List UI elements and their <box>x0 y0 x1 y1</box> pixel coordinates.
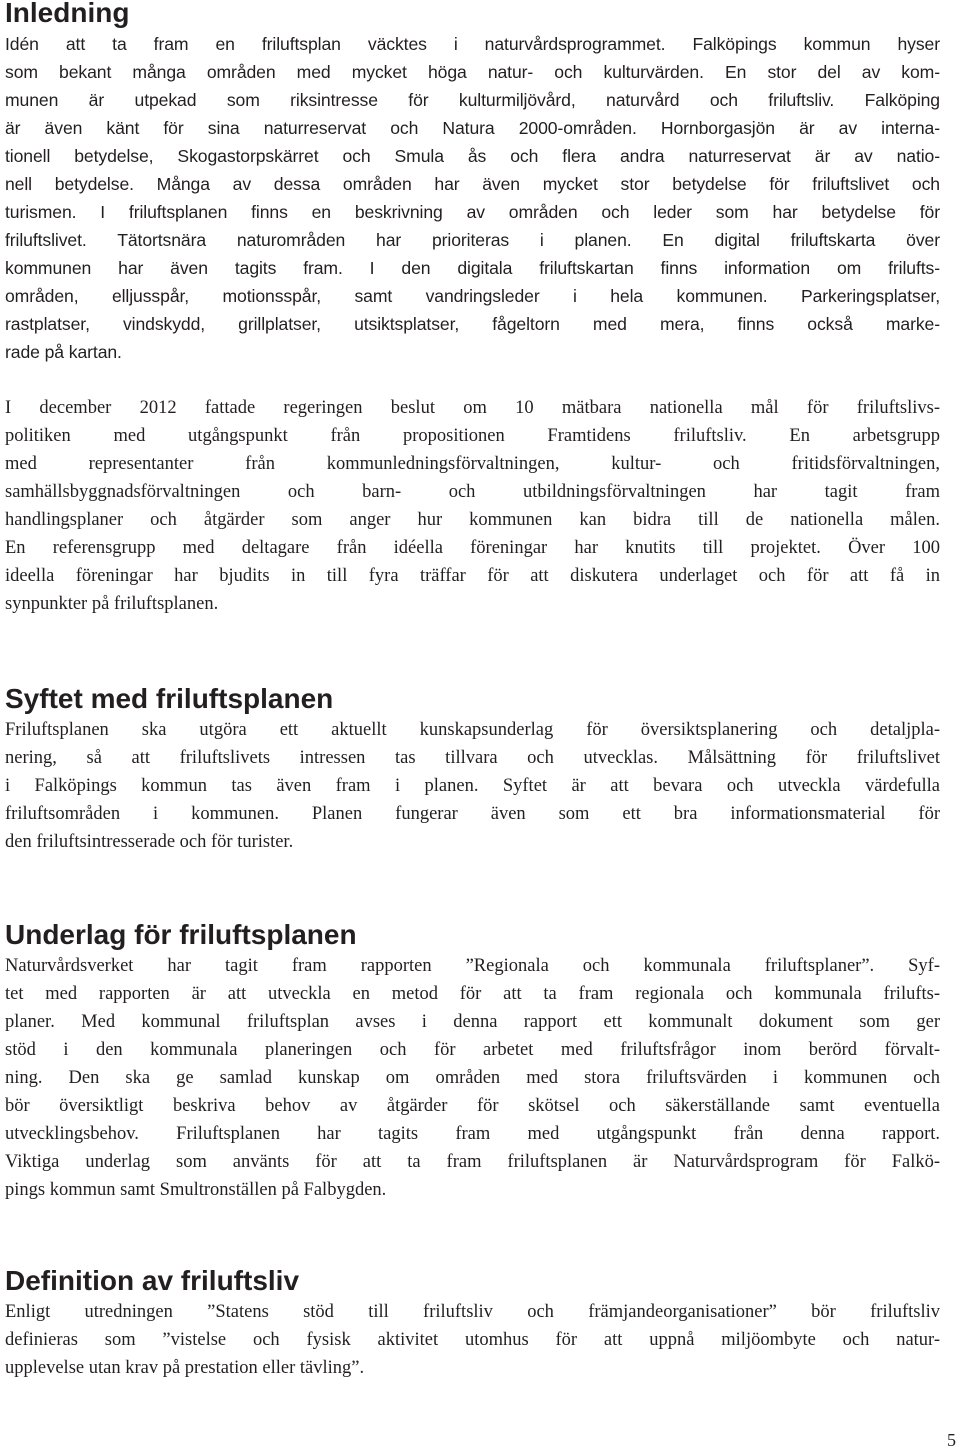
text-line: bör översiktligt beskriva behov av åtgärder för skötsel och säkerställande samt eventuella <box>5 1096 940 1116</box>
text-line: Viktiga underlag som använts för att ta fram friluftsplanen är Naturvårdsprogram för Falkö- <box>5 1152 940 1172</box>
text-line: Enligt utredningen ”Statens stöd till friluftsliv och främjandeorganisationer” bör friluftsliv <box>5 1302 940 1322</box>
section-syftet <box>5 684 940 856</box>
text-line: En referensgrupp med deltagare från idéella föreningar har knutits till projektet. Över 100 <box>5 538 940 558</box>
paragraph-syftet <box>5 716 940 856</box>
paragraph-definition <box>5 1298 940 1382</box>
text-line: Idén att ta fram en friluftsplan väcktes i naturvårdsprogrammet. Falköpings kommun hyser <box>5 34 940 54</box>
paragraph-inledning-2 <box>5 394 940 618</box>
text-line: samhällsbyggnadsförvaltningen och barn- och utbildningsförvaltningen har tagit fram <box>5 482 940 502</box>
text-line: I december 2012 fattade regeringen beslut om 10 mätbara nationella mål för friluftslivs- <box>5 398 940 418</box>
text-line: som bekant många områden med mycket höga natur- och kulturvärden. En stor del av kom- <box>5 62 940 82</box>
text-line: friluftslivet. Tätortsnära naturområden har prioriteras i planen. En digital friluftskarta över <box>5 230 940 250</box>
text-line: med representanter från kommunledningsförvaltningen, kultur- och fritidsförvaltningen, <box>5 454 940 474</box>
text-line: pings kommun samt Smultronställen på Falbygden. <box>5 1180 387 1200</box>
text-line: munen är utpekad som riksintresse för kulturmiljövård, naturvård och friluftsliv. Falköping <box>5 90 940 110</box>
text-line: nering, så att friluftslivets intressen tas tillvara och utvecklas. Målsättning för friluftslivet <box>5 748 940 768</box>
text-line: kommunen har även tagits fram. I den digitala friluftskartan finns information om frilufts- <box>5 258 940 278</box>
text-line: utvecklingsbehov. Friluftsplanen har tagits fram med utgångspunkt från denna rapport. <box>5 1124 940 1144</box>
text-line: friluftsområden i kommunen. Planen fungerar även som ett bra informationsmaterial för <box>5 804 940 824</box>
text-line: ideella föreningar har bjudits in till fyra träffar för att diskutera underlaget och för att få in <box>5 566 940 586</box>
section-inledning <box>5 0 940 618</box>
text-line: ning. Den ska ge samlad kunskap om områden med stora friluftsvärden i kommunen och <box>5 1068 940 1088</box>
heading-syftet: Syftet med friluftsplanen <box>5 683 334 714</box>
text-line: handlingsplaner och åtgärder som anger hur kommunen kan bidra till de nationella målen. <box>5 510 940 530</box>
paragraph-inledning-1 <box>5 30 940 366</box>
text-line: den friluftsintresserade och för turister. <box>5 832 294 852</box>
text-line: är även känt för sina naturreservat och Natura 2000-områden. Hornborgasjön är av interna- <box>5 118 940 138</box>
text-line: tet med rapporten är att utveckla en metod för att ta fram regionala och kommunala frilufts- <box>5 984 940 1004</box>
heading-definition: Definition av friluftsliv <box>5 1265 300 1296</box>
page-number: 5 <box>947 1430 956 1450</box>
text-line: tionell betydelse, Skogastorpskärret och Smula ås och flera andra naturreservat är av natio- <box>5 146 940 166</box>
paragraph-underlag <box>5 952 940 1204</box>
text-line: rastplatser, vindskydd, grillplatser, utsiktsplatser, fågeltorn med mera, finns också marke- <box>5 314 940 334</box>
text-line: stöd i den kommunala planeringen och för arbetet med friluftsfrågor inom berörd förvalt- <box>5 1040 940 1060</box>
section-definition <box>5 1266 940 1382</box>
heading-underlag: Underlag för friluftsplanen <box>5 919 357 950</box>
text-line: turismen. I friluftsplanen finns en beskrivning av områden och leder som har betydelse för <box>5 202 940 222</box>
text-line: nell betydelse. Många av dessa områden har även mycket stor betydelse för friluftslivet och <box>5 174 940 194</box>
text-line: Friluftsplanen ska utgöra ett aktuellt kunskapsunderlag för översiktsplanering och detaljpla- <box>5 720 940 740</box>
text-line: planer. Med kommunal friluftsplan avses i denna rapport ett kommunalt dokument som ger <box>5 1012 940 1032</box>
text-line: områden, elljusspår, motionsspår, samt vandringsleder i hela kommunen. Parkeringsplatser, <box>5 286 940 306</box>
section-underlag <box>5 920 940 1204</box>
heading-inledning: Inledning <box>5 0 130 28</box>
text-line: i Falköpings kommun tas även fram i planen. Syftet är att bevara och utveckla värdefulla <box>5 776 940 796</box>
text-line: politiken med utgångspunkt från propositionen Framtidens friluftsliv. En arbetsgrupp <box>5 426 940 446</box>
text-line: definieras som ”vistelse och fysisk aktivitet utomhus för att uppnå miljöombyte och natur- <box>5 1330 940 1350</box>
text-line: synpunkter på friluftsplanen. <box>5 594 219 614</box>
text-line: Naturvårdsverket har tagit fram rapporten ”Regionala och kommunala friluftsplaner”. Syf- <box>5 956 940 976</box>
text-line: upplevelse utan krav på prestation eller tävling”. <box>5 1358 365 1378</box>
text-line: rade på kartan. <box>5 342 122 362</box>
